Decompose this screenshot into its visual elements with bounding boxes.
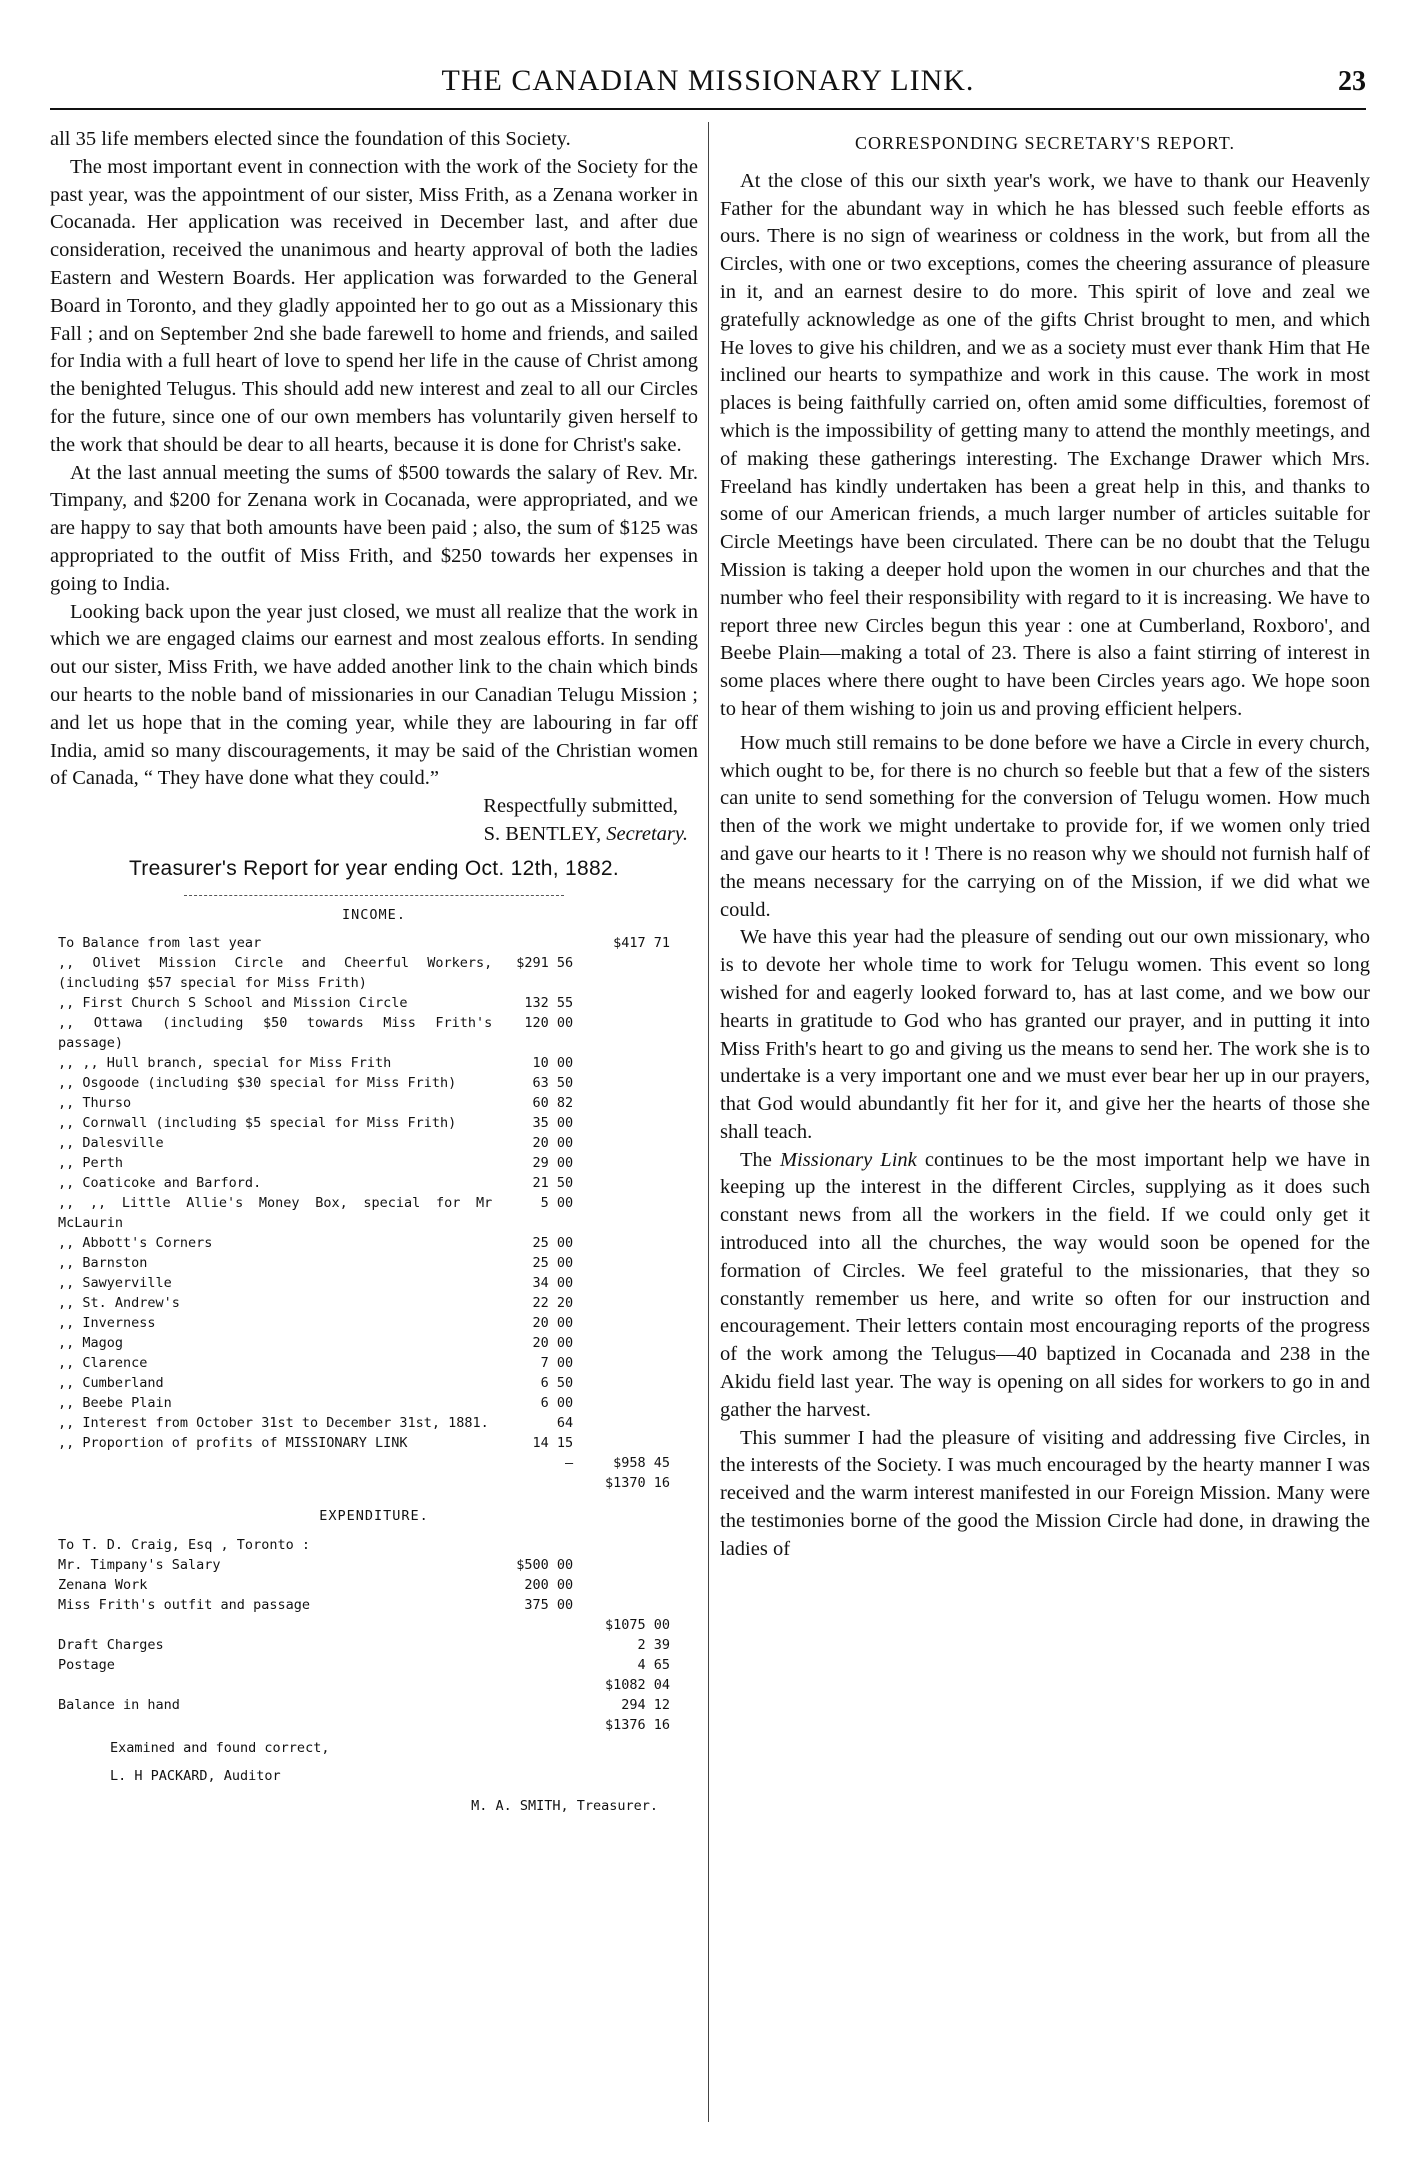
row-total: [579, 1153, 670, 1173]
page-header: [50, 64, 1366, 110]
row-total: 4 65: [637, 1657, 670, 1674]
row-amount: 60 82: [532, 1095, 574, 1112]
row-total: [579, 1575, 670, 1595]
row-description: [50, 1473, 492, 1493]
row-amount: [492, 1695, 579, 1715]
section-heading: CORRESPONDING SECRETARY'S REPORT.: [855, 133, 1235, 153]
row-amount: $500 00: [516, 1557, 574, 1574]
row-description: ,, Cornwall (including $5 special for Miss Frith): [58, 1115, 457, 1132]
publication-name: Missionary Link: [779, 1148, 917, 1171]
row-amount: $291 56: [516, 955, 574, 972]
row-amount: 25 00: [532, 1255, 574, 1272]
row-description: ,, Olivet Mission Circle and Cheerful Workers, (including $57 special for Miss Frith): [58, 955, 493, 992]
row-description: ,, Clarence: [58, 1355, 148, 1372]
row-amount: [492, 1655, 579, 1675]
text-span: The: [740, 1148, 780, 1171]
paragraph: The most important event in connection with the work of the Society for the past year, was the appointment of our sister, Miss Frith, as a Zenana worker in Cocanada. Her application was received in December last, and after due consideration, received the unanimous and hearty approval of both the ladies Eastern and Western Boards. Her application was forwarded to the General Board in Toronto, and they gladly appointed her to go out as a Missionary this Fall ; and on September 2nd she bade farewell to home and friends, and sailed for India with a full heart of love to spend her life in the cause of Christ among the benighted Telugus. This should add new interest and zeal to all our Circles for the future, since one of our own members has voluntarily given herself to the work that should be dear to all hearts, because it is done for Christ's sake.: [50, 155, 698, 456]
row-description: Postage: [58, 1657, 115, 1674]
table-row: [50, 1253, 670, 1273]
row-total: [579, 1273, 670, 1293]
signoff: Respectfully submitted,: [483, 795, 678, 818]
table-row: [50, 1535, 670, 1555]
row-total: [579, 993, 670, 1013]
row-description: ,, Perth: [58, 1155, 124, 1172]
row-amount: 21 50: [532, 1175, 574, 1192]
row-total: [579, 1595, 670, 1615]
row-description: Miss Frith's outfit and passage: [58, 1597, 310, 1614]
row-amount: 34 00: [532, 1275, 574, 1292]
row-amount: [492, 1615, 579, 1635]
row-total: $1370 16: [604, 1475, 670, 1492]
table-row: [50, 1013, 670, 1053]
row-amount: 14 15: [532, 1435, 574, 1452]
row-description: ,, Inverness: [58, 1315, 156, 1332]
row-amount: 120 00: [524, 1015, 574, 1032]
row-total: $1082 04: [604, 1677, 670, 1694]
row-description: ,, Sawyerville: [58, 1275, 172, 1292]
table-row: [50, 1173, 670, 1193]
table-row: [50, 1233, 670, 1253]
treasurer-signature: M. A. SMITH, Treasurer.: [471, 1797, 658, 1814]
row-description: To Balance from last year: [58, 935, 262, 952]
left-column: [50, 126, 698, 1821]
row-total: $1075 00: [604, 1617, 670, 1634]
table-row: [50, 1433, 670, 1453]
row-description: [50, 1615, 492, 1635]
table-row: [50, 1313, 670, 1333]
row-description: [50, 1453, 492, 1473]
paragraph: Looking back upon the year just closed, we must all realize that the work in which we are engaged claims our earnest and most zealous efforts. In sending out our sister, Miss Frith, we have added another link to the chain which binds our hearts to the noble band of missionaries in our Canadian Telugu Mission ; and let us hope that in the coming year, while they are labouring in far off India, amid so many discouragements, it may be said of the Christian women of Canada, “ They have done what they could.”: [50, 600, 698, 790]
row-amount: 7 00: [540, 1355, 574, 1372]
expenditure-table: [50, 1535, 670, 1735]
row-total: [579, 1133, 670, 1153]
row-amount: [492, 1715, 579, 1735]
paragraph: [720, 1147, 1370, 1425]
paragraph: This summer I had the pleasure of visiting and addressing five Circles, in the interests of the Society. I was much encouraged by the hearty manner I was received and the warm interest manifested in our Foreign Mission. Many were the testimonies borne of the good the Mission Circle had done, in drawing the ladies of: [720, 1426, 1370, 1560]
row-total: [579, 1173, 670, 1193]
table-row: [50, 1373, 670, 1393]
row-total: [579, 1113, 670, 1133]
row-description: ,, ,, Little Allie's Money Box, special for Mr McLaurin: [58, 1195, 493, 1232]
table-row: [50, 1473, 670, 1493]
table-row: [50, 953, 670, 993]
paragraph: We have this year had the pleasure of sending out our own missionary, who is to devote her whole time to work for Telugu women. This event so long wished for and eagerly looked forward to, has at last come, and we bow our hearts in gratitude to God who has granted our prayer, and in putting it into Miss Frith's heart to go and giving us the means to send her. The work she is to undertake is a very important one and we must ever bear her up in our prayers, that God would abundantly fit her for it, and give her the hearts of those she shall teach.: [720, 926, 1370, 1143]
row-amount: 375 00: [524, 1597, 574, 1614]
row-total: $958 45: [613, 1455, 670, 1472]
table-row: [50, 1113, 670, 1133]
row-total: 294 12: [621, 1697, 670, 1714]
column-divider: [708, 122, 709, 2122]
row-description: [50, 1675, 492, 1695]
table-row: [50, 1615, 670, 1635]
table-row: [50, 1153, 670, 1173]
row-description: To T. D. Craig, Esq , Toronto :: [58, 1537, 310, 1554]
row-total: [579, 1073, 670, 1093]
row-amount: 200 00: [524, 1577, 574, 1594]
row-amount: [492, 1675, 579, 1695]
page-number: 23: [1338, 66, 1366, 97]
signature-name: S. BENTLEY,: [483, 822, 602, 845]
row-total: [579, 1555, 670, 1575]
row-total: [579, 1013, 670, 1053]
row-description: Balance in hand: [58, 1697, 180, 1714]
row-total: [579, 953, 670, 993]
table-row: [50, 1353, 670, 1373]
row-amount: 63 50: [532, 1075, 574, 1092]
row-amount: —: [564, 1455, 574, 1472]
table-row: [50, 933, 670, 953]
income-heading: INCOME.: [342, 906, 406, 923]
paragraph: How much still remains to be done before we have a Circle in every church, which ought to be, for there is no church so feeble but that a few of the sisters can unite to send something for the conversion of Telugu women. How much then of the work we might undertake to provide for, if we women only tried and gave our hearts to it ! There is no reason why we should not furnish half of the means necessary for the carrying on of the Mission, if we did what we could.: [720, 731, 1370, 921]
table-row: [50, 1053, 670, 1073]
row-amount: 29 00: [532, 1155, 574, 1172]
row-amount: 20 00: [532, 1135, 574, 1152]
row-description: ,, Magog: [58, 1335, 124, 1352]
row-description: Mr. Timpany's Salary: [58, 1557, 221, 1574]
treasurer-report-title: Treasurer's Report for year ending Oct. 12th, 1882.: [128, 856, 620, 880]
row-amount: 22 20: [532, 1295, 574, 1312]
row-description: [50, 1715, 492, 1735]
paragraph: At the close of this our sixth year's work, we have to thank our Heavenly Father for the abundant way in which he has blessed such feeble efforts as ours. There is no sign of weariness or coldness in the work, but from all the Circles, with one or two exceptions, comes the cheering assurance of pleasure in it, and an earnest desire to do more. This spirit of love and zeal we gratefully acknowledge as one of the gifts Christ brought to men, and which He loves to give his children, and we as a society must ever thank Him that He inclined our hearts to sympathize and work in this cause. The work in most places is being faithfully carried on, often amid some difficulties, foremost of which is the impossibility of getting many to attend the monthly meetings, and of making these gatherings interesting. The Exchange Drawer which Mrs. Freeland has kindly undertaken has been a great help in this, and thanks to some of our American friends, a much larger number of articles suitable for Circle Meetings have been circulated. There can be no doubt that the Telugu Mission is taking a deeper hold upon the women in our churches and that the number who feel their responsibility with regard to it is increasing. We have to report three new Circles begun this year : one at Cumberland, Roxboro', and Beebe Plain—making a total of 23. There is also a faint stirring of interest in some places where there ought to have been Circles years ago. We hope soon to hear of them wishing to join us and proving efficient helpers.: [720, 169, 1370, 720]
row-total: $1376 16: [604, 1717, 670, 1734]
periodical-title: THE CANADIAN MISSIONARY LINK.: [441, 64, 975, 97]
table-row: [50, 1133, 670, 1153]
row-description: ,, Beebe Plain: [58, 1395, 172, 1412]
row-total: [579, 1393, 670, 1413]
row-total: [579, 1253, 670, 1273]
row-description: ,, First Church S School and Mission Circle: [58, 995, 408, 1012]
row-amount: 35 00: [532, 1115, 574, 1132]
row-total: [579, 1233, 670, 1253]
table-row: [50, 1073, 670, 1093]
table-row: [50, 1655, 670, 1675]
table-row: [50, 1715, 670, 1735]
row-amount: 6 50: [540, 1375, 574, 1392]
right-column: [720, 126, 1370, 1564]
row-total: $417 71: [613, 935, 670, 952]
row-amount: 6 00: [540, 1395, 574, 1412]
table-row: [50, 1453, 670, 1473]
row-amount: 132 55: [524, 995, 574, 1012]
table-row: [50, 1635, 670, 1655]
table-row: [50, 1293, 670, 1313]
row-total: [579, 1433, 670, 1453]
row-total: [579, 1353, 670, 1373]
table-row: [50, 1393, 670, 1413]
row-description: ,, ,, Hull branch, special for Miss Frith: [58, 1055, 392, 1072]
row-amount: 64: [556, 1415, 574, 1432]
row-amount: 5 00: [540, 1195, 574, 1212]
signature-title: Secretary.: [606, 822, 688, 845]
row-amount: 25 00: [532, 1235, 574, 1252]
row-total: [579, 1535, 670, 1555]
table-row: [50, 1333, 670, 1353]
text-span: continues to be the most important help we have in keeping up the interest in the different Circles, supplying as it does such constant news from all the workers in the field. If we could only get it introduced into all the churches, the way would soon be opened for the formation of Circles. We feel grateful to the missionaries, that they so constantly remember us here, and write so often for our instruction and encouragement. Their letters contain most encouraging reports of the progress of the work among the Telugus—40 baptized in Cocanada and 238 in the Akidu field last year. The way is opening on all sides for workers to go in and gather the harvest.: [720, 1148, 1371, 1421]
signature: [50, 821, 698, 849]
paragraph: At the last annual meeting the sums of $500 towards the salary of Rev. Mr. Timpany, and $200 for Zenana work in Cocanada, were appropriated, and we are happy to say that both amounts have been paid ; also, the sum of $125 was appropriated to the outfit of Miss Frith, and $250 towards her expenses in going to India.: [50, 461, 698, 595]
row-amount: [492, 1635, 579, 1655]
row-amount: 20 00: [532, 1335, 574, 1352]
row-description: ,, Cumberland: [58, 1375, 164, 1392]
table-row: [50, 1193, 670, 1233]
paragraph: all 35 life members elected since the foundation of this Society.: [50, 128, 571, 150]
row-description: ,, Interest from October 31st to December 31st, 1881.: [58, 1415, 489, 1432]
table-row: [50, 1555, 670, 1575]
income-table: [50, 933, 670, 1493]
row-description: ,, Thurso: [58, 1095, 132, 1112]
row-total: [579, 1053, 670, 1073]
row-description: Draft Charges: [58, 1637, 164, 1654]
row-amount: 10 00: [532, 1055, 574, 1072]
row-total: [579, 1313, 670, 1333]
auditor-signature: L. H PACKARD, Auditor: [110, 1767, 281, 1784]
table-row: [50, 1575, 670, 1595]
table-row: [50, 993, 670, 1013]
row-total: 2 39: [637, 1637, 670, 1654]
row-description: ,, Ottawa (including $50 towards Miss Frith's passage): [58, 1015, 493, 1052]
table-row: [50, 1695, 670, 1715]
row-description: Zenana Work: [58, 1577, 148, 1594]
row-amount: 20 00: [532, 1315, 574, 1332]
row-description: ,, Proportion of profits of MISSIONARY LINK: [58, 1435, 408, 1452]
row-amount: [492, 933, 579, 953]
row-amount: [492, 1535, 579, 1555]
row-description: ,, Coaticoke and Barford.: [58, 1175, 262, 1192]
expenditure-heading: EXPENDITURE.: [319, 1508, 429, 1525]
row-total: [579, 1193, 670, 1233]
row-description: ,, Barnston: [58, 1255, 148, 1272]
row-description: ,, Osgoode (including $30 special for Miss Frith): [58, 1075, 457, 1092]
examined-note: Examined and found correct,: [110, 1740, 330, 1757]
row-description: ,, St. Andrew's: [58, 1295, 180, 1312]
table-row: [50, 1675, 670, 1695]
table-row: [50, 1273, 670, 1293]
row-total: [579, 1413, 670, 1433]
row-total: [579, 1293, 670, 1313]
table-row: [50, 1093, 670, 1113]
row-total: [579, 1373, 670, 1393]
row-description: ,, Abbott's Corners: [58, 1235, 213, 1252]
table-row: [50, 1595, 670, 1615]
divider-line: [184, 895, 564, 896]
row-total: [579, 1093, 670, 1113]
row-amount: [492, 1473, 579, 1493]
row-total: [579, 1333, 670, 1353]
row-description: ,, Dalesville: [58, 1135, 164, 1152]
table-row: [50, 1413, 670, 1433]
